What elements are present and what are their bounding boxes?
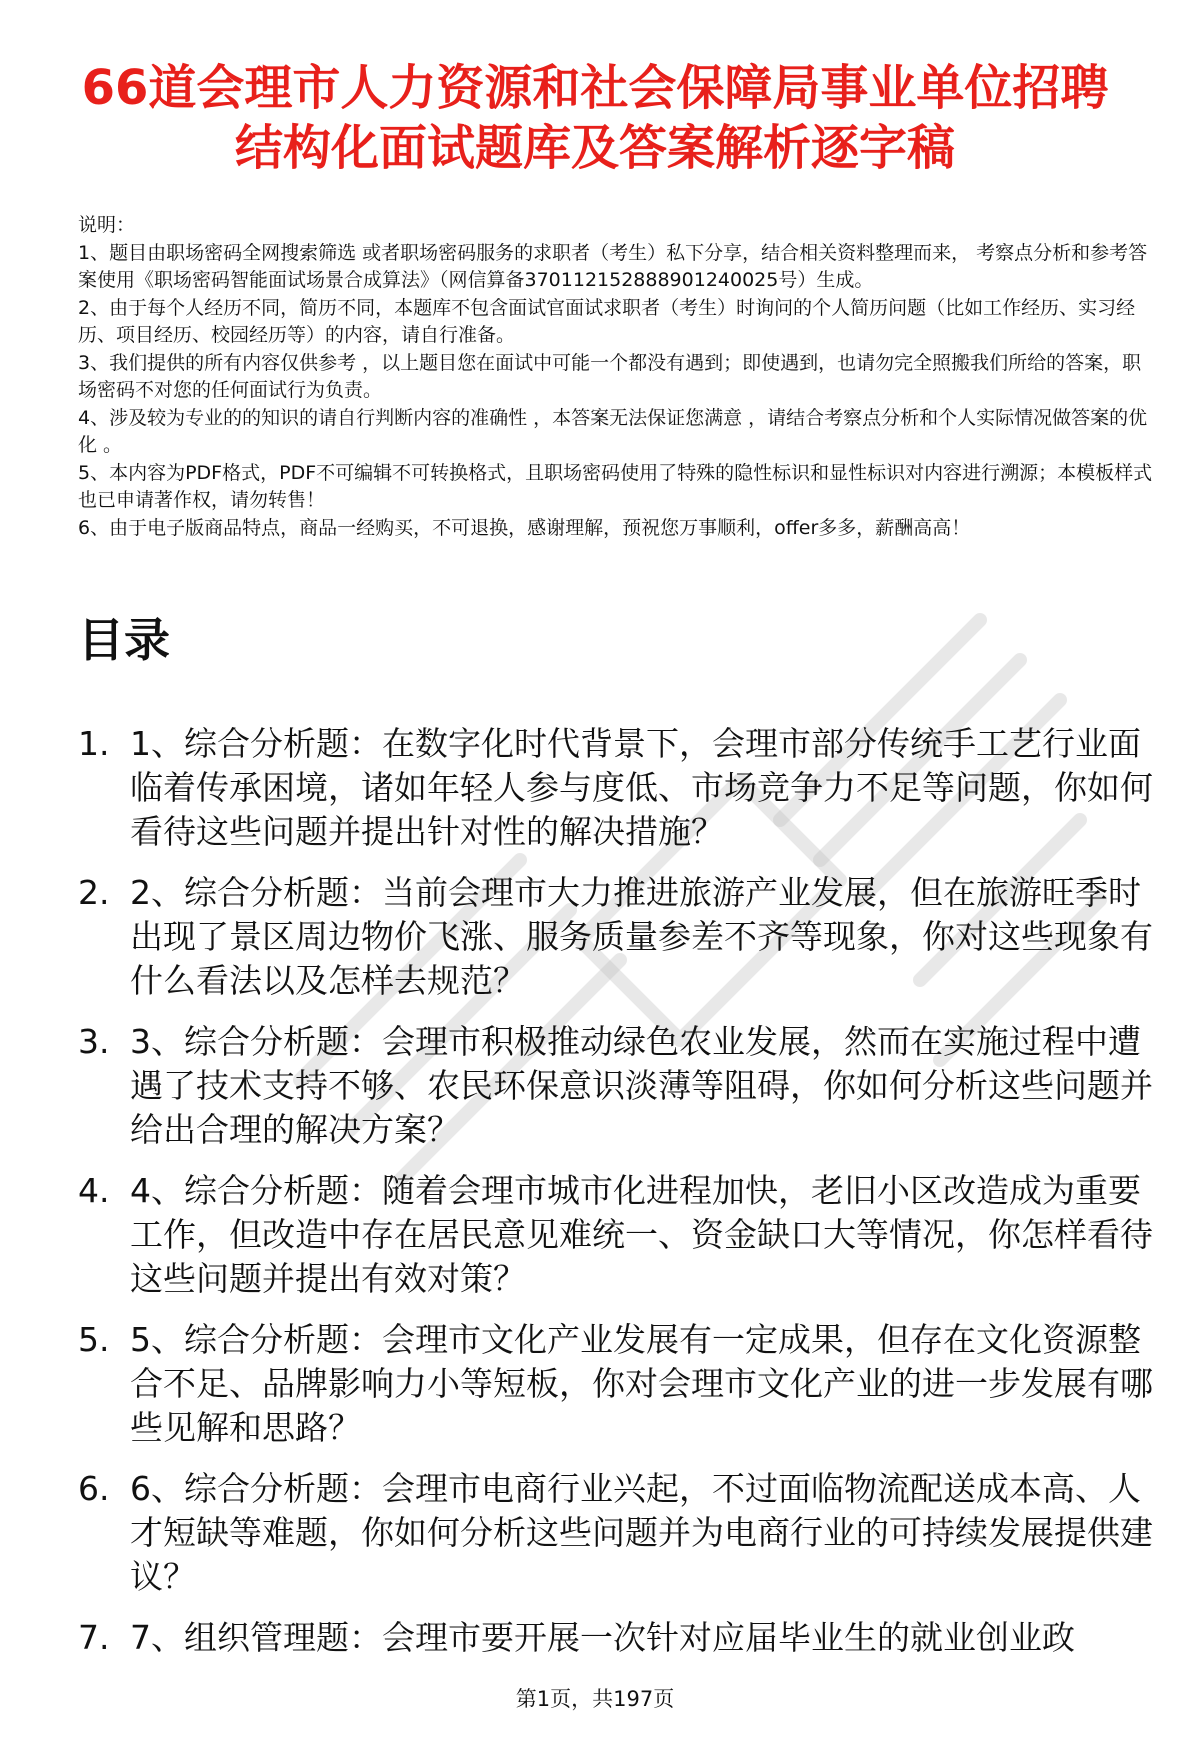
note-item: 6、由于电子版商品特点，商品一经购买，不可退换，感谢理解，预祝您万事顺利，offer多多，薪酬高高！ xyxy=(78,516,971,539)
toc-item-text: 4、综合分析题：随着会理市城市化进程加快，老旧小区改造成为重要工作，但改造中存在居民意见难统一、资金缺口大等情况，你怎样看待这些问题并提出有效对策？ xyxy=(130,1171,1153,1298)
toc-item-text: 7、组织管理题：会理市要开展一次针对应届毕业生的就业创业政 xyxy=(130,1618,1075,1657)
page-footer: 第1页，共197页 xyxy=(515,1687,675,1711)
note-item: 1、题目由职场密码全网搜索筛选 或者职场密码服务的求职者（考生）私下分享，结合相关资料整理而来， 考察点分析和参考答案使用《职场密码智能面试场景合成算法》（网信算备370112152888901240025号）生成。 xyxy=(78,241,1148,291)
toc-item-text: 3、综合分析题：会理市积极推动绿色农业发展，然而在实施过程中遭遇了技术支持不够、农民环保意识淡薄等阻碍，你如何分析这些问题并给出合理的解决方案？ xyxy=(130,1022,1153,1149)
document-title: 66道会理市人力资源和社会保障局事业单位招聘结构化面试题库及答案解析逐字稿 xyxy=(81,60,1109,176)
note-item: 5、本内容为PDF格式，PDF不可编辑不可转换格式，且职场密码使用了特殊的隐性标识和显性标识对内容进行溯源；本模板样式也已申请著作权，请勿转售！ xyxy=(78,461,1153,511)
toc-item-text: 6、综合分析题：会理市电商行业兴起，不过面临物流配送成本高、人才短缺等难题，你如何分析这些问题并为电商行业的可持续发展提供建议？ xyxy=(130,1469,1153,1596)
note-item: 4、涉及较为专业的的知识的请自行判断内容的准确性 ，本答案无法保证您满意 ，请结合考察点分析和个人实际情况做答案的优化 。 xyxy=(78,406,1148,456)
toc-item-text: 2、综合分析题：当前会理市大力推进旅游产业发展，但在旅游旺季时出现了景区周边物价飞涨、服务质量参差不齐等现象，你对这些现象有什么看法以及怎样去规范？ xyxy=(130,873,1153,1000)
toc-list xyxy=(78,722,1170,1677)
toc-item-number: 7. xyxy=(78,1618,110,1657)
toc-item-number: 1. xyxy=(78,724,110,763)
toc-item-number: 2. xyxy=(78,873,110,912)
toc-item-number: 6. xyxy=(78,1469,110,1508)
disclaimer-notes xyxy=(78,212,1158,542)
notes-heading: 说明： xyxy=(78,214,136,236)
toc-item-text: 1、综合分析题：在数字化时代背景下，会理市部分传统手工艺行业面临着传承困境，诸如年轻人参与度低、市场竞争力不足等问题，你如何看待这些问题并提出针对性的解决措施？ xyxy=(130,724,1153,851)
note-item: 3、我们提供的所有内容仅供参考 ，以上题目您在面试中可能一个都没有遇到；即使遇到，也请勿完全照搬我们所给的答案，职场密码不对您的任何面试行为负责。 xyxy=(78,351,1142,401)
toc-item[interactable] xyxy=(78,1467,1170,1599)
toc-heading: 目录 xyxy=(78,613,170,667)
toc-item-number: 3. xyxy=(78,1022,110,1061)
note-item: 2、由于每个人经历不同，简历不同，本题库不包含面试官面试求职者（考生）时询问的个人简历问题（比如工作经历、实习经历、项目经历、校园经历等）的内容，请自行准备。 xyxy=(78,296,1136,346)
toc-item-text: 5、综合分析题：会理市文化产业发展有一定成果，但存在文化资源整合不足、品牌影响力小等短板，你对会理市文化产业的进一步发展有哪些见解和思路？ xyxy=(130,1320,1153,1447)
toc-item-number: 4. xyxy=(78,1171,110,1210)
toc-item[interactable] xyxy=(78,722,1170,854)
toc-item[interactable] xyxy=(78,1616,1170,1660)
toc-item[interactable] xyxy=(78,1318,1170,1450)
toc-item[interactable] xyxy=(78,1169,1170,1301)
toc-item[interactable] xyxy=(78,1020,1170,1152)
toc-item[interactable] xyxy=(78,871,1170,1003)
toc-item-number: 5. xyxy=(78,1320,110,1359)
